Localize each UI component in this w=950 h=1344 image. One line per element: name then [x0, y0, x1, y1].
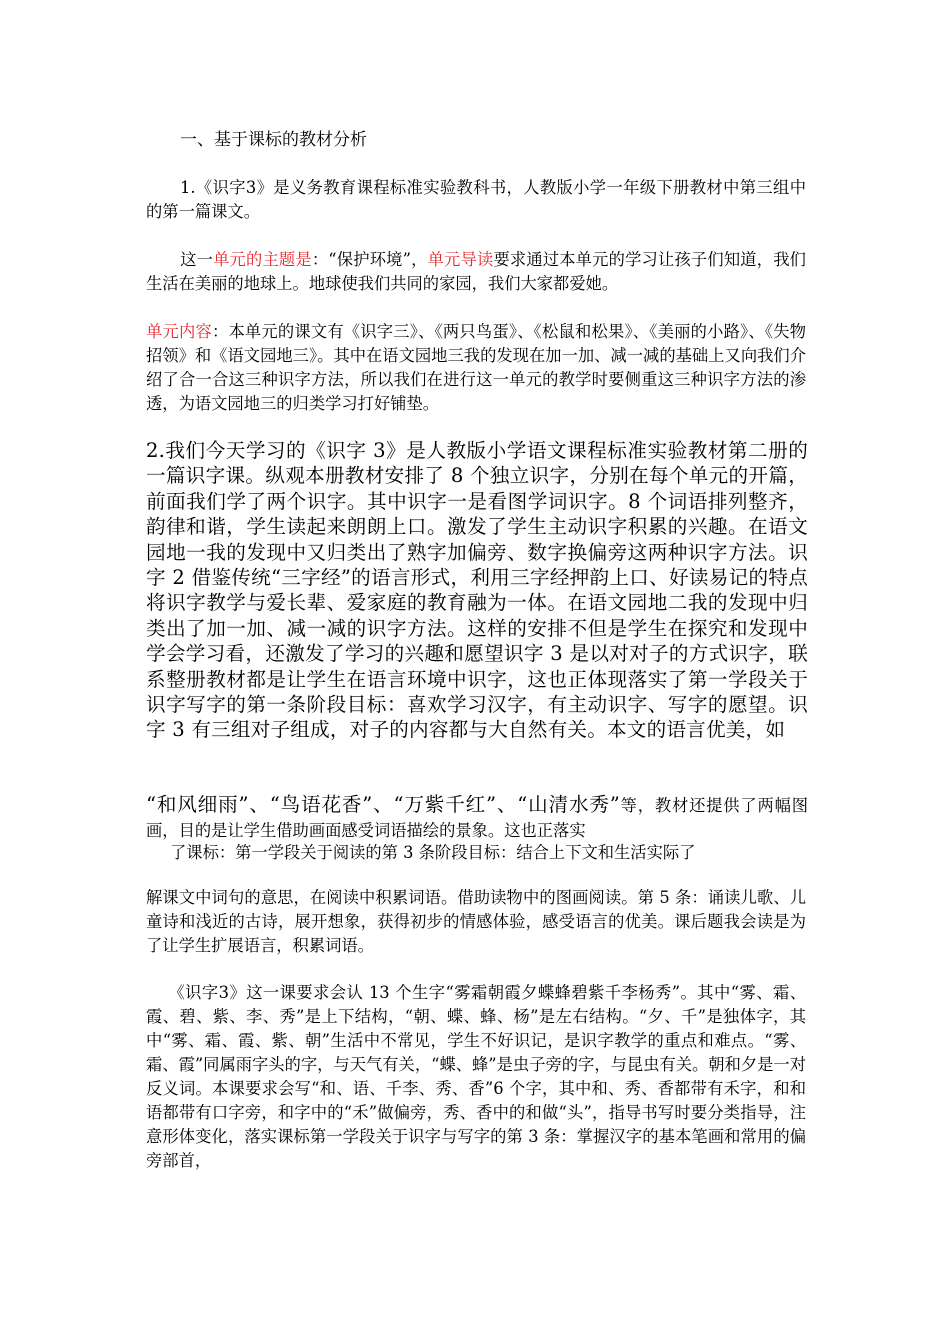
paragraph-2-text-a: 这一	[180, 250, 214, 269]
paragraph-4-mixed-text: 等，教材还提供了两幅图画，目的是让学生借助画面感受词语描绘的景象。这也正落实	[146, 796, 808, 841]
paragraph-6	[146, 981, 806, 1173]
paragraph-1	[146, 176, 806, 224]
paragraph-5: 解课文中词句的意思，在阅读中积累词语。借助读物中的图画阅读。第 5 条：诵读儿歌、儿童诗和浅近的古诗，展开想象，获得初步的情感体验，感受语言的优美。课后题我会读是为了让学生扩展语言，积累词语。	[146, 888, 806, 955]
paragraph-4-last-line: 了课标：第一学段关于阅读的第 3 条阶段目标：结合上下文和生活实际了	[170, 843, 696, 862]
unit-content-label: 单元内容	[146, 322, 212, 341]
paragraph-4: 2.我们今天学习的《识字 3》是人教版小学语文课程标准实验教材第二册的一篇识字课。纵观本册教材安排了 8 个独立识字，分别在每个单元的开篇，前面我们学了两个识字。其中识字一是看图学词识字。8 个词语排列整齐，韵律和谐，学生读起来朗朗上口。激发了学生主动识字积累的兴趣。在语文园地一我的发现中又归类出了熟字加偏旁、数字换偏旁这两种识字方法。识字 2 借鉴传统“三字经”的语言形式，利用三字经押韵上口、好读易记的特点将识字教学与爱长辈、爱家庭的教育融为一体。在语文园地二我的发现中归类出了加一加、减一减的识字方法。这样的安排不但是学生在探究和发现中学会学习看，还激发了学习的兴趣和愿望识字 3 是以对对子的方式识字，联系整册教材都是让学生在语言环境中识字，这也正体现落实了第一学段关于识字写字的第一条阶段目标：喜欢学习汉字，有主动识字、写字的愿望。识字 3 有三组对子组成，对子的内容都与大自然有关。本文的语言优美，如	[146, 439, 808, 742]
paragraph-4-mixed-line	[146, 792, 808, 844]
unit-theme-label: 单元的主题是	[213, 250, 312, 269]
paragraph-3	[146, 320, 806, 416]
paragraph-2	[146, 248, 806, 296]
paragraph-2-text-b: ：“保护环境”，	[311, 250, 428, 269]
idiom-examples: “和风细雨”、“鸟语花香”、“万紫千红”、“山清水秀”	[146, 793, 620, 816]
section-heading: 一、基于课标的教材分析	[180, 130, 367, 150]
paragraph-3-text: ：本单元的课文有《识字三》、《两只鸟蛋》、《松鼠和松果》、《美丽的小路》、《失物招领》和《语文园地三》。其中在语文园地三我的发现在加一加、减一减的基础上又向我们介绍了合一合这三种识字方法，所以我们在进行这一单元的教学时要侧重这三种识字方法的渗透，为语文园地三的归类学习打好铺垫。	[146, 322, 806, 413]
paragraph-1-text: 1.《识字3》是义务教育课程标准实验教科书，人教版小学一年级下册教材中第三组中的第一篇课文。	[146, 178, 806, 221]
paragraph-6-text: 《识字3》这一课要求会认 13 个生字“雾霜朝霞夕蝶蜂碧紫千李杨秀”。其中“雾、霜、霞、碧、紫、李、秀”是上下结构，“朝、蝶、蜂、杨”是左右结构。“夕、千”是独体字，其中“雾、霜、霞、紫、朝”生活中不常见，学生不好识记，是识字教学的重点和难点。“雾、霜、霞”同属雨字头的字，与天气有关，“蝶、蜂”是虫子旁的字，与昆虫有关。朝和夕是一对反义词。本课要求会写“和、语、千李、秀、香”6 个字，其中和、秀、香都带有禾字，和和语都带有口字旁，和字中的“禾”做偏旁，秀、香中的和做“头”，指导书写时要分类指导，注意形体变化，落实课标第一学段关于识字与写字的第 3 条：掌握汉字的基本笔画和常用的偏旁部首，	[146, 983, 806, 1170]
paragraph-2-text-c: 要求通过本单元的学习让孩子们知道，我们生活在美丽的地球上。地球使我们共同的家园，我们大家都爱她。	[146, 250, 806, 293]
unit-guide-label: 单元导读	[427, 250, 494, 269]
